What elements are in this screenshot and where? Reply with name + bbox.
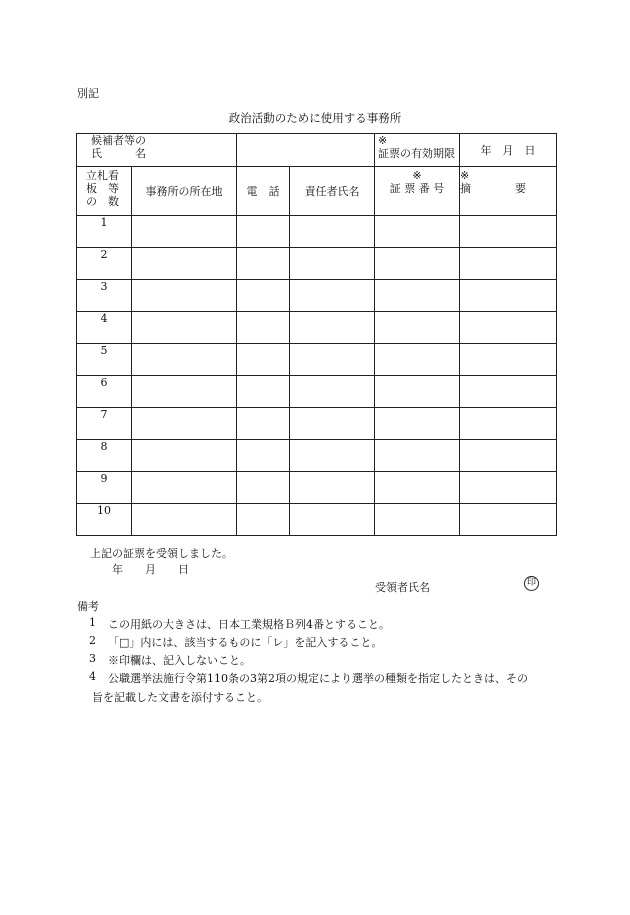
validity-label: 証票の有効期限 [378,147,455,160]
remarks-field[interactable] [460,376,557,408]
row-number: 3 [77,280,132,312]
office-address-field[interactable] [132,472,237,504]
cert-number-field[interactable] [375,376,460,408]
header-row [77,167,557,216]
candidate-name-field[interactable] [237,134,375,167]
row-number: 8 [77,440,132,472]
responsible-field[interactable] [290,504,375,536]
office-address-field[interactable] [132,504,237,536]
receiver-name-label: 受領者氏名 [375,581,430,594]
seal-icon: 印 [524,576,539,591]
office-address-field[interactable] [132,440,237,472]
note-number: 1 [89,616,96,629]
table-row [77,440,557,472]
responsible-field[interactable] [290,440,375,472]
cert-number-field[interactable] [375,440,460,472]
row-number: 6 [77,376,132,408]
row-number: 9 [77,472,132,504]
office-address-field[interactable] [132,280,237,312]
table-row [77,280,557,312]
note-text: 公職選挙法施行令第110条の3第2項の規定により選挙の種類を指定したときは、その [108,672,528,685]
header-sign-count [77,167,132,216]
office-address-field[interactable] [132,408,237,440]
office-address-field[interactable] [132,344,237,376]
office-address-field[interactable] [132,376,237,408]
table-row [77,472,557,504]
remarks-field[interactable] [460,504,557,536]
remarks-field[interactable] [460,440,557,472]
remarks-mark: ※ [460,169,470,182]
header-phone: 電 話 [237,167,290,216]
table-row [77,248,557,280]
cert-number-field[interactable] [375,472,460,504]
cert-number-field[interactable] [375,248,460,280]
header-sign-count-line3: の 数 [86,195,119,208]
candidate-label-line2: 氏 名 [91,147,146,160]
table-row [77,344,557,376]
row-number: 2 [77,248,132,280]
table-row [77,408,557,440]
remarks-field[interactable] [460,472,557,504]
document-title: 政治活動のために使用する事務所 [228,111,402,125]
phone-field[interactable] [237,216,290,248]
note-number: 2 [89,634,96,647]
notes-heading: 備考 [77,600,99,613]
office-address-field[interactable] [132,216,237,248]
header-sign-count-line1: 立札看 [86,169,119,182]
office-table [76,133,557,536]
phone-field[interactable] [237,248,290,280]
table-row [77,312,557,344]
row-number: 4 [77,312,132,344]
note-text: この用紙の大きさは、日本工業規格Ｂ列4番とすること。 [108,618,390,631]
candidate-label-cell [77,134,237,167]
table-body [77,216,557,536]
remarks-field[interactable] [460,216,557,248]
candidate-label-line1: 候補者等の [91,134,146,147]
validity-mark: ※ [378,134,388,147]
phone-field[interactable] [237,312,290,344]
phone-field[interactable] [237,280,290,312]
cert-number-field[interactable] [375,504,460,536]
row-number: 10 [77,504,132,536]
responsible-field[interactable] [290,472,375,504]
note-text: ※印欄は、記入しないこと。 [108,654,251,667]
validity-date-field[interactable]: 年 月 日 [460,134,557,167]
table-row [77,376,557,408]
cert-number-field[interactable] [375,280,460,312]
cert-number-field[interactable] [375,408,460,440]
remarks-field[interactable] [460,280,557,312]
note-number: 3 [89,652,96,665]
table-row [77,504,557,536]
cert-number-field[interactable] [375,216,460,248]
remarks-field[interactable] [460,408,557,440]
responsible-field[interactable] [290,216,375,248]
header-cert-number [375,167,460,216]
validity-label-cell [375,134,460,167]
phone-field[interactable] [237,344,290,376]
responsible-field[interactable] [290,344,375,376]
phone-field[interactable] [237,472,290,504]
cert-mark: ※ [412,169,422,182]
phone-field[interactable] [237,440,290,472]
table-row [77,216,557,248]
header-remarks [460,167,557,216]
phone-field[interactable] [237,408,290,440]
phone-field[interactable] [237,504,290,536]
remarks-field[interactable] [460,248,557,280]
phone-field[interactable] [237,376,290,408]
office-address-field[interactable] [132,312,237,344]
receipt-date: 年 月 日 [112,563,189,576]
attachment-label: 別記 [77,87,99,100]
responsible-field[interactable] [290,376,375,408]
responsible-field[interactable] [290,248,375,280]
office-address-field[interactable] [132,248,237,280]
row-number: 7 [77,408,132,440]
cert-number-label: 証 票 番 号 [389,182,445,195]
responsible-field[interactable] [290,408,375,440]
note-number: 4 [89,670,96,683]
receipt-statement: 上記の証票を受領しました。 [90,547,233,560]
candidate-row [77,134,557,167]
note-text: 「□」内には、該当するものに「レ」を記入すること。 [108,636,383,649]
remarks-field[interactable] [460,344,557,376]
responsible-field[interactable] [290,312,375,344]
row-number: 5 [77,344,132,376]
header-responsible: 責任者氏名 [290,167,375,216]
cert-number-field[interactable] [375,344,460,376]
header-office-address: 事務所の所在地 [132,167,237,216]
remarks-label: 摘 要 [460,182,526,195]
cert-number-field[interactable] [375,312,460,344]
responsible-field[interactable] [290,280,375,312]
row-number: 1 [77,216,132,248]
note-text: 旨を記載した文書を添付すること。 [92,691,268,704]
remarks-field[interactable] [460,312,557,344]
header-sign-count-line2: 板 等 [86,182,119,195]
